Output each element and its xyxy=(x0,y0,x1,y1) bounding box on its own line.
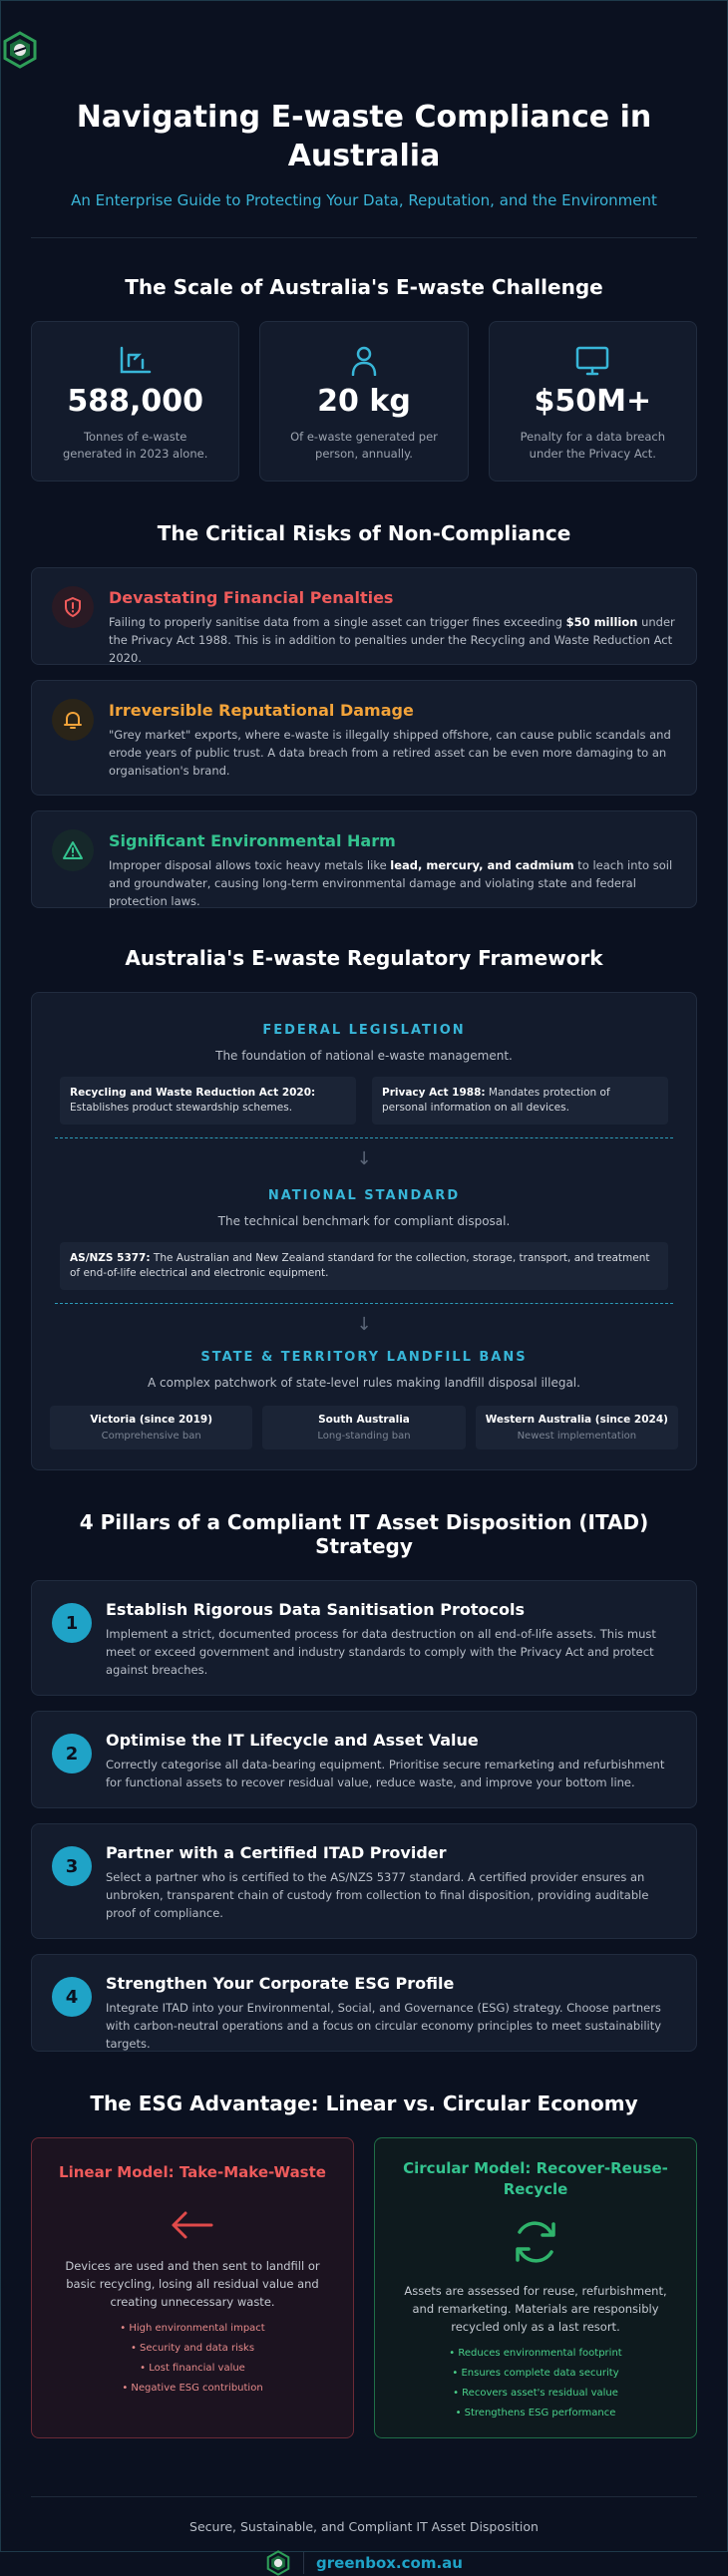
linear-title: Linear Model: Take-Make-Waste xyxy=(59,2163,326,2181)
pillar-title: Establish Rigorous Data Sanitisation Protocols xyxy=(106,1600,525,1619)
list-item: • High environmental impact xyxy=(120,2323,265,2334)
divider xyxy=(31,237,697,238)
stat-value: $50M+ xyxy=(534,384,652,419)
list-item: • Ensures complete data security xyxy=(452,2368,619,2379)
linear-points xyxy=(50,2319,335,2399)
list-item: • Strengthens ESG performance xyxy=(455,2408,616,2418)
linear-model-card xyxy=(31,2137,354,2438)
footer-brand xyxy=(1,2550,727,2576)
risk-text: Failing to properly sanitise data from a single asset can trigger fines exceeding $50 million under the Privacy Act 1988. This is in addition to penalties under the Recycling and Waste Reduction Act 2020. xyxy=(109,615,675,665)
circular-title: Circular Model: Recover-Reuse-Recycle xyxy=(403,2159,668,2198)
page-title: Navigating E-waste Compliance in Australia xyxy=(76,100,652,173)
greenbox-logo xyxy=(265,2550,291,2576)
landfill-bans xyxy=(50,1406,678,1449)
stat-label: Of e-waste generated per person, annually. xyxy=(290,430,438,461)
arrow-down-icon: ↓ xyxy=(356,1148,372,1169)
linear-arrow-icon xyxy=(168,2205,217,2245)
greenbox-logo xyxy=(1,31,39,69)
divider xyxy=(55,1137,673,1138)
list-item: • Lost financial value xyxy=(140,2363,245,2374)
risk-text: "Grey market" exports, where e-waste is illegally shipped offshore, can cause public scandals and erode years of public trust. A data breach from a retired asset can be even more damaging to an organisation's brand. xyxy=(109,728,671,778)
ban-item: South Australia Long-standing ban xyxy=(262,1406,465,1449)
state-heading: STATE & TERRITORY LANDFILL BANS xyxy=(200,1350,528,1365)
risk-card xyxy=(31,680,697,796)
pillar-number: 2 xyxy=(52,1734,92,1773)
framework-heading: Australia's E-waste Regulatory Framework xyxy=(125,946,603,970)
bell-icon xyxy=(52,699,94,741)
standard-box: AS/NZS 5377: The Australian and New Zealand standard for the collection, storage, transport, and treatment of end-of-life electrical and electronic equipment. xyxy=(60,1242,668,1290)
esg-heading: The ESG Advantage: Linear vs. Circular Economy xyxy=(90,2092,638,2115)
scale-heading: The Scale of Australia's E-waste Challenge xyxy=(125,275,603,299)
person-icon xyxy=(347,346,381,376)
circular-points xyxy=(393,2344,678,2423)
risk-card xyxy=(31,810,697,908)
pillar-title: Partner with a Certified ITAD Provider xyxy=(106,1843,447,1862)
pillar-number: 1 xyxy=(52,1603,92,1643)
stat-card xyxy=(259,321,468,482)
risk-text: Improper disposal allows toxic heavy metals like lead, mercury, and cadmium to leach into soil and groundwater, causing long-term environmental damage and violating state and federal protection laws. xyxy=(109,858,673,908)
pillar-card xyxy=(31,1954,697,2052)
warning-icon xyxy=(52,829,94,871)
footer-tagline: Secure, Sustainable, and Compliant IT Asset Disposition xyxy=(189,2519,539,2534)
federal-subtitle: The foundation of national e-waste management. xyxy=(215,1049,513,1063)
arrow-down-icon: ↓ xyxy=(356,1314,372,1335)
risk-card xyxy=(31,567,697,665)
chart-icon xyxy=(119,346,153,376)
pillar-number: 3 xyxy=(52,1846,92,1886)
federal-boxes xyxy=(50,1077,678,1125)
circular-model-card xyxy=(374,2137,697,2438)
risk-title: Irreversible Reputational Damage xyxy=(109,701,414,720)
pillars-heading: 4 Pillars of a Compliant IT Asset Disposition (ITAD) Strategy xyxy=(79,1510,649,1558)
risks-heading: The Critical Risks of Non-Compliance xyxy=(157,521,571,545)
divider xyxy=(55,1303,673,1304)
framework-panel xyxy=(31,992,697,1470)
pillar-title: Optimise the IT Lifecycle and Asset Value xyxy=(106,1731,479,1750)
linear-text: Devices are used and then sent to landfill or basic recycling, losing all residual value and creating unnecessary waste. xyxy=(65,2259,320,2309)
divider xyxy=(303,2552,304,2574)
shield-alert-icon xyxy=(52,586,94,628)
national-heading: NATIONAL STANDARD xyxy=(267,1188,461,1203)
pillar-title: Strengthen Your Corporate ESG Profile xyxy=(106,1974,455,1993)
stats-row xyxy=(31,321,697,482)
header xyxy=(1,1,727,210)
ban-item: Western Australia (since 2024) Newest implementation xyxy=(476,1406,678,1449)
pillar-text: Implement a strict, documented process for data destruction on all end-of-life assets. This must meet or exceed government and industry standards to comply with the Privacy Act and protect against breaches. xyxy=(106,1627,656,1677)
federal-law-box: Recycling and Waste Reduction Act 2020: Establishes product stewardship schemes. xyxy=(60,1077,356,1125)
state-subtitle: A complex patchwork of state-level rules making landfill disposal illegal. xyxy=(148,1376,580,1390)
stat-label: Tonnes of e-waste generated in 2023 alone. xyxy=(62,430,208,461)
pillar-card xyxy=(31,1711,697,1808)
stat-label: Penalty for a data breach under the Privacy Act. xyxy=(520,430,665,461)
stat-card xyxy=(31,321,239,482)
national-subtitle: The technical benchmark for compliant disposal. xyxy=(217,1214,511,1228)
pillar-card xyxy=(31,1580,697,1696)
risk-title: Devastating Financial Penalties xyxy=(109,588,394,607)
list-item: • Security and data risks xyxy=(130,2343,255,2354)
circular-text: Assets are assessed for reuse, refurbishment, and remarketing. Materials are responsibly recycled only as a last resort. xyxy=(404,2284,667,2334)
list-item: • Reduces environmental footprint xyxy=(449,2348,622,2359)
list-item: • Recovers asset's residual value xyxy=(453,2388,618,2399)
pillar-text: Select a partner who is certified to the AS/NZS 5377 standard. A certified provider ensures an unbroken, transparent chain of custody from collection to final disposition, providing auditable proof of compliance. xyxy=(106,1870,649,1920)
recycle-icon xyxy=(508,2214,563,2270)
risk-title: Significant Environmental Harm xyxy=(109,831,396,850)
monitor-icon xyxy=(575,346,609,376)
pillar-text: Integrate ITAD into your Environmental, Social, and Governance (ESG) strategy. Choose partners with carbon-neutral operations and a focus on circular economy principles to meet sustainability targets. xyxy=(106,2001,662,2051)
pillar-card xyxy=(31,1823,697,1939)
divider xyxy=(31,2496,697,2497)
federal-heading: FEDERAL LEGISLATION xyxy=(262,1023,466,1038)
ban-item: Victoria (since 2019) Comprehensive ban xyxy=(50,1406,252,1449)
pillar-number: 4 xyxy=(52,1977,92,2017)
pillar-text: Correctly categorise all data-bearing equipment. Prioritise secure remarketing and refurbishment for functional assets to recover residual value, reduce waste, and improve your bottom line. xyxy=(106,1758,665,1789)
national-boxes xyxy=(50,1242,678,1290)
stat-value: 588,000 xyxy=(67,384,203,419)
federal-law-box: Privacy Act 1988: Mandates protection of personal information on all devices. xyxy=(372,1077,668,1125)
website-link[interactable]: greenbox.com.au xyxy=(316,2554,463,2572)
list-item: • Negative ESG contribution xyxy=(122,2383,263,2394)
page-subtitle: An Enterprise Guide to Protecting Your Data, Reputation, and the Environment xyxy=(71,191,657,209)
stat-card xyxy=(489,321,697,482)
esg-comparison xyxy=(31,2137,697,2438)
stat-value: 20 kg xyxy=(317,384,411,419)
